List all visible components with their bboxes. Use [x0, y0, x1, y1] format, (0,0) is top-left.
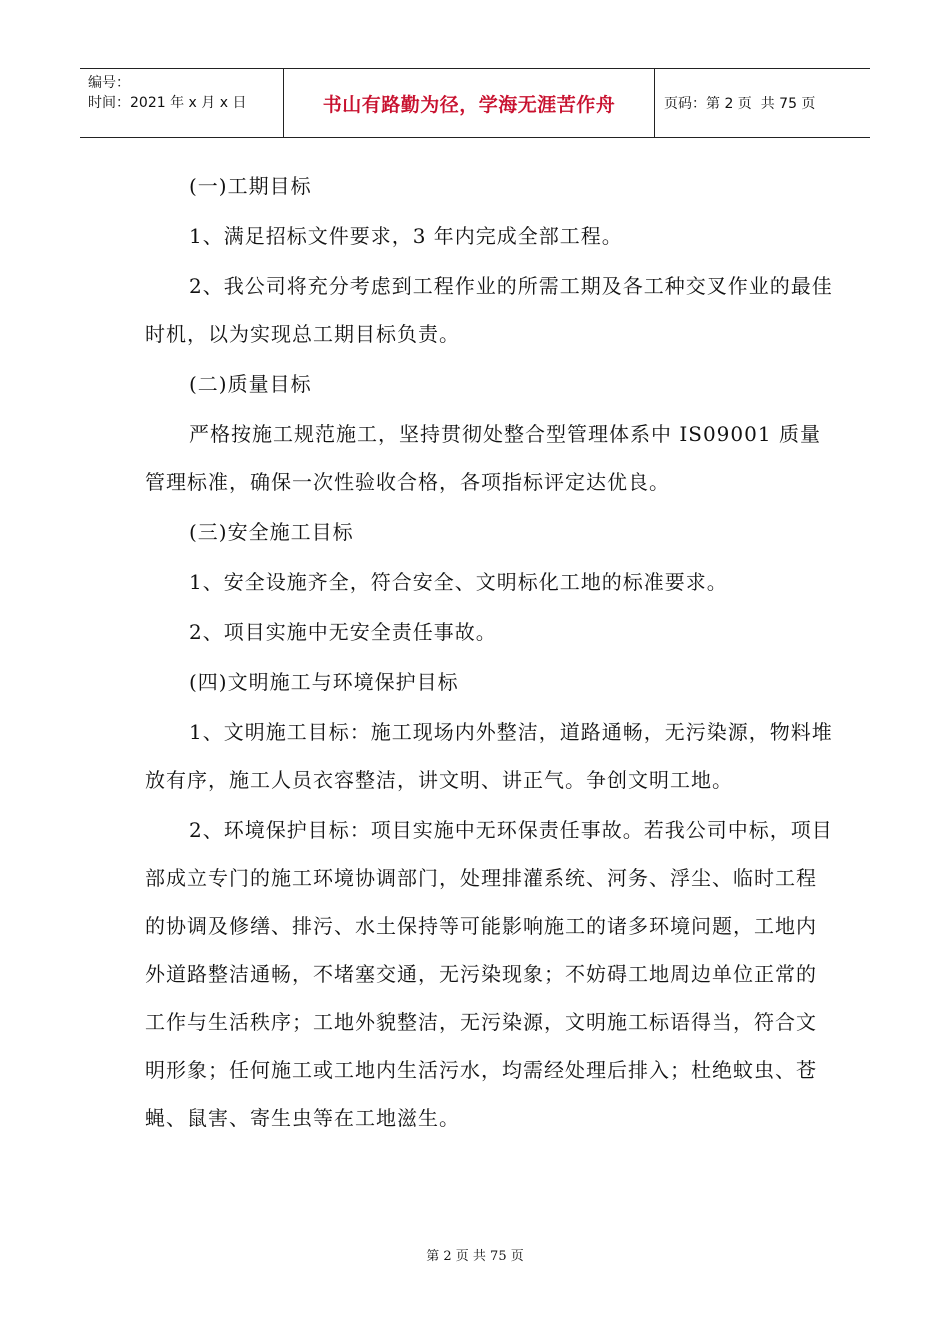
page-footer: 第 2 页 共 75 页 [426, 1249, 524, 1264]
section-heading: (二)质量目标 [189, 372, 312, 396]
header-motto: 书山有路勤为径，学海无涯苦作舟 [322, 93, 616, 116]
paragraph: 2、我公司将充分考虑到工程作业的所需工期及各工种交叉作业的最佳时机，以为实现总工期目标负责。 [145, 274, 833, 346]
header-divider [654, 69, 655, 137]
document-number: 编号： [88, 75, 130, 91]
paragraph: 1、文明施工目标：施工现场内外整洁，道路通畅，无污染源，物料堆放有序，施工人员衣容整洁，讲文明、讲正气。争创文明工地。 [145, 720, 833, 792]
section-heading: (四)文明施工与环境保护目标 [189, 670, 459, 694]
paragraph: 1、满足招标文件要求，3 年内完成全部工程。 [189, 224, 623, 248]
header-page-info: 页码：第 2 页 共 75 页 [664, 96, 816, 112]
paragraph: 2、环境保护目标：项目实施中无环保责任事故。若我公司中标，项目部成立专门的施工环境协调部门，处理排灌系统、河务、浮尘、临时工程的协调及修缮、排污、水土保持等可能影响施工的诸多环境问题，工地内外道路整洁通畅，不堵塞交通，无污染现象；不妨碍工地周边单位正常的工作与生活秩序；工地外貌整洁，无污染源，文明施工标语得当，符合文明形象；任何施工或工地内生活污水，均需经处理后排入；杜绝蚊虫、苍蝇、鼠害、寄生虫等在工地滋生。 [145, 818, 833, 1130]
paragraph: 严格按施工规范施工，坚持贯彻处整合型管理体系中 IS09001 质量管理标准，确保一次性验收合格，各项指标评定达优良。 [145, 422, 821, 494]
document-body [145, 160, 835, 1144]
paragraph: 2、项目实施中无安全责任事故。 [189, 620, 497, 644]
section-heading: (三)安全施工目标 [189, 520, 354, 544]
document-date: 时间：2021 年 x 月 x 日 [88, 95, 247, 111]
page-header [80, 68, 870, 138]
section-heading: (一)工期目标 [189, 174, 312, 198]
header-meta [88, 73, 246, 113]
paragraph: 1、安全设施齐全，符合安全、文明标化工地的标准要求。 [189, 570, 728, 594]
